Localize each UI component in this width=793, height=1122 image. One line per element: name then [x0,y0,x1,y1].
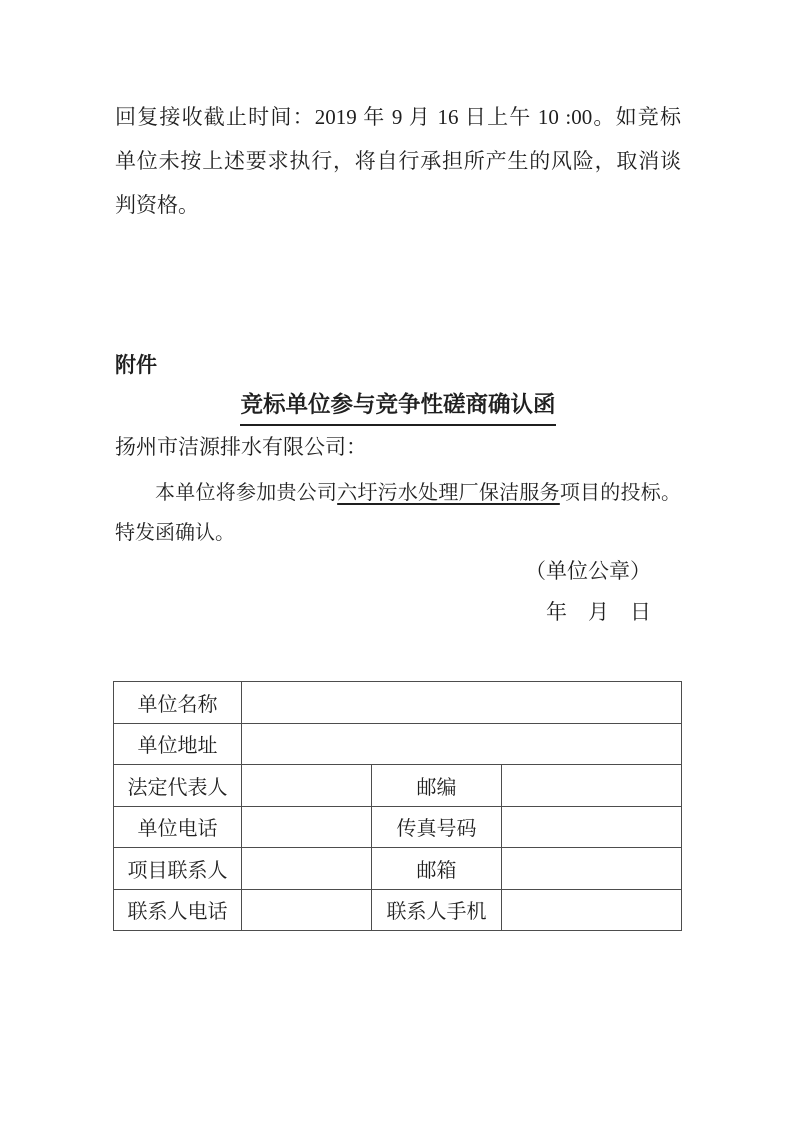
table-row-company-phone [114,806,682,848]
value-cell [242,848,372,890]
value-cell [502,848,682,890]
value-cell [242,765,372,807]
letter-title: 竞标单位参与竞争性磋商确认函 [240,388,555,426]
value-cell [242,682,682,724]
label-cell: 联系人手机 [372,889,502,931]
label-cell: 邮箱 [372,848,502,890]
value-cell [502,889,682,931]
attachment-label: 附件 [115,353,157,377]
table-row-legal-rep [114,765,682,807]
salutation: 扬州市洁源排水有限公司： [115,435,367,459]
label-cell: 项目联系人 [114,848,242,890]
letter-body [115,473,681,553]
body-suffix: 项目的投标。 [559,482,682,504]
date-placeholder-line: 年 月 日 [546,600,651,624]
label-cell: 单位电话 [114,806,242,848]
table-row-company-name [114,682,682,724]
deadline-paragraph [115,95,681,227]
value-cell [242,806,372,848]
label-cell: 法定代表人 [114,765,242,807]
table-row-project-contact [114,848,682,890]
table-row-contact-phone [114,889,682,931]
value-cell [502,806,682,848]
value-cell [242,889,372,931]
value-cell [242,723,682,765]
label-cell: 联系人电话 [114,889,242,931]
project-name-underlined: 六圩污水处理厂保洁服务 [337,482,560,504]
letter-title-row [115,388,681,426]
info-table [113,681,682,931]
label-cell: 单位地址 [114,723,242,765]
label-cell: 单位名称 [114,682,242,724]
table-row-company-address [114,723,682,765]
paragraph-line: 判资格。 [115,193,199,217]
letter-body-line [115,473,681,513]
body-prefix: 本单位将参加贵公司 [155,482,338,504]
paragraph-line: 回复接收截止时间：2019 年 9 月 16 日上午 10 :00。如竞标 [115,105,681,129]
label-cell: 传真号码 [372,806,502,848]
seal-note: （单位公章） [525,559,651,583]
paragraph-line: 单位未按上述要求执行，将自行承担所产生的风险，取消谈 [115,149,681,173]
letter-closing-line: 特发函确认。 [115,522,235,544]
value-cell [502,765,682,807]
label-cell: 邮编 [372,765,502,807]
